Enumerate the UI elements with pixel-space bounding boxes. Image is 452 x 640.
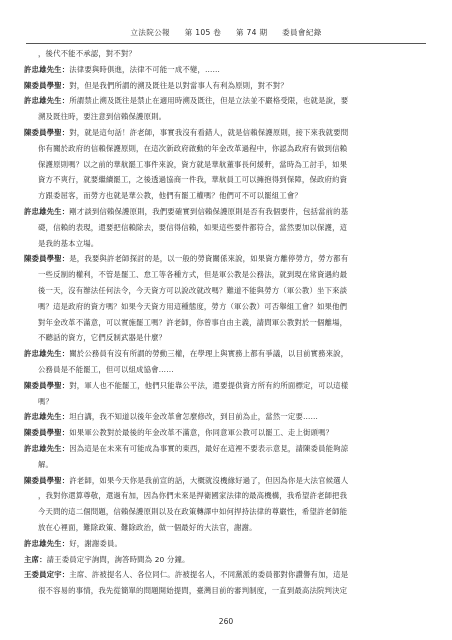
transcript-line xyxy=(24,330,428,346)
line-text: 是我的基本立場。 xyxy=(38,238,99,248)
transcript-line xyxy=(24,425,428,441)
speaker-label: 許忠雄先生： xyxy=(24,538,70,548)
line-text: 礎，信賴的表現，還要把信賴除去，要信得信賴，如果這些要件都符合，當然要加以保護，這 xyxy=(38,222,348,232)
transcript-line xyxy=(24,441,428,457)
line-text: 因為這是在未來有可能成為事實的東西，最好在這裡不要表示意見，請陳委員能夠諒 xyxy=(69,443,349,453)
line-text: 嗎？這是政府的資方嗎？如果今天資方用這種態度，勞方（軍公教）可否舉組工會？如果他們 xyxy=(38,301,348,311)
speaker-label: 許忠雄先生： xyxy=(24,443,70,453)
transcript-line xyxy=(24,93,428,109)
transcript-line xyxy=(24,267,428,283)
transcript-line xyxy=(24,283,428,299)
speaker-label: 主席： xyxy=(24,554,47,564)
transcript-line xyxy=(24,236,428,252)
transcript-line xyxy=(24,473,428,489)
line-text: ，我對你還算尊敬，還過有加，因為你們未來是捍衛國家法律的最高機構，我希望許老師把我 xyxy=(38,491,348,501)
transcript-line xyxy=(24,220,428,236)
line-text: 溯及既往時，要注意到信賴保護原則。 xyxy=(38,112,167,122)
line-text: 嗎？ xyxy=(38,396,54,406)
transcript-line xyxy=(24,46,428,62)
transcript-line xyxy=(24,520,428,536)
speaker-label: 許忠雄先生： xyxy=(24,96,70,106)
transcript-line xyxy=(24,567,428,583)
transcript-line xyxy=(24,378,428,394)
speaker-label: 許忠雄先生： xyxy=(24,64,70,74)
speaker-label: 許忠雄先生： xyxy=(24,412,70,422)
line-text: 坦白講，我不知道以後年金改革會怎麼修改，到目前為止，當然一定要…… xyxy=(69,412,319,422)
speaker-label: 陳委員學聖： xyxy=(24,428,70,438)
line-text: 資方不爽行，就要繼續罷工，之後透過協商一件我，華航員工可以擁抱得到保障，保政府約資 xyxy=(38,175,348,185)
speaker-label: 陳委員學聖： xyxy=(24,254,70,264)
transcript-line xyxy=(24,488,428,504)
transcript-line xyxy=(24,504,428,520)
speaker-label: 陳委員學聖： xyxy=(24,80,70,90)
line-text: 不聽話的資方，它們反制武器是什麼？ xyxy=(38,333,167,343)
transcript-line xyxy=(24,172,428,188)
transcript-line xyxy=(24,78,428,94)
line-text: 放在心裡面，難除政策、難除政治，做一個最好的大法官，謝謝。 xyxy=(38,522,257,532)
transcript-line xyxy=(24,315,428,331)
line-text: 許老師，如果今天你是我前宣的話，大概就沒機緣好過了，但因為你是大法官候選人 xyxy=(69,475,349,485)
line-text: 很不容易的事情，我先從簡單的問題開始提問，臺灣目前的審判制度，一直到最高法院判決定 xyxy=(38,586,348,596)
line-text: ，後代不能不承認，對不對？ xyxy=(38,49,137,58)
line-text: 如果軍公教對於最後的年金改革不滿意，你同意軍公教可以罷工、走上街頭嗎？ xyxy=(69,428,334,438)
transcript-line xyxy=(24,204,428,220)
header-divider xyxy=(26,43,426,44)
speaker-label: 陳委員學聖： xyxy=(24,380,70,390)
transcript-line xyxy=(24,188,428,204)
issue-number: 第 74 期 xyxy=(235,28,268,37)
transcript-line xyxy=(24,457,428,473)
transcript-line xyxy=(24,583,428,599)
transcript-line xyxy=(24,125,428,141)
line-text: 保護原則嗎？以之前的華航罷工事件來說，資方就是華航董事長何煖軒，當時為工討手，如果 xyxy=(38,159,348,169)
line-text: 你有關於政府的信賴保護原則，在這次新政府啟動的年金改革過程中，你認為政府有做到信賴 xyxy=(38,143,348,153)
line-text: 對，軍人也不能罷工，他們只能靠公平法，還要提供資方所有約所面標定，可以這樣 xyxy=(69,380,349,390)
transcript-line xyxy=(24,409,428,425)
transcript-line xyxy=(24,251,428,267)
speaker-label: 許忠雄先生： xyxy=(24,206,70,216)
line-text: 對，就是這句話！許老師，事實我沒有看錯人，就是信賴保護原則，接下來我就要問 xyxy=(69,127,349,137)
transcript-line xyxy=(24,552,428,568)
line-text: 解。 xyxy=(38,459,54,469)
line-text: 關於公務員有沒有所謂的勞動三權，在學理上與實務上都有爭議，以目前實務來說， xyxy=(69,349,349,359)
transcript-line xyxy=(24,157,428,173)
transcript-line xyxy=(24,62,428,78)
speaker-label: 陳委員學聖： xyxy=(24,475,70,485)
speaker-label: 陳委員學聖： xyxy=(24,127,70,137)
transcript-line xyxy=(24,141,428,157)
line-text: 方跟委屈客，而勞方也就是華公教，他們有罷工權嗎？他們可不可以罷組工會？ xyxy=(38,191,302,201)
line-text: 對，但是我們所謂的溯及既往是以對當事人有利為原則，對不對？ xyxy=(69,80,288,90)
transcript-line xyxy=(24,346,428,362)
line-text: 主席、許被提名人、各位同仁。許被提名人，不同黨派的委員都對你讚譽有加，這是 xyxy=(69,570,349,580)
page-number: 260 xyxy=(218,617,234,626)
line-text: 對年金改革不滿意，可以實施罷工嗎？許老師，你曾事自由主義，請問軍公教對於一個離場， xyxy=(38,317,348,327)
transcript-line xyxy=(24,536,428,552)
line-text: 後一天，沒有辦法任何法令，今天資方可以說改就改嗎？難道不能與勞方（軍公教）坐下來談 xyxy=(38,285,348,295)
line-text: 剛才談到信賴保護原則，我們要確實到信賴保護原則是否有我個要件，包括當前的基 xyxy=(69,206,349,216)
speaker-label: 許忠雄先生： xyxy=(24,349,70,359)
line-text: 一些反制的權利，不管是罷工、怠工等各種方式，但是軍公教是公務法，就到現在常資遇約最 xyxy=(38,270,348,280)
page-header xyxy=(40,27,412,38)
transcript-body xyxy=(24,46,428,599)
volume-number: 第 105 卷 xyxy=(184,28,222,37)
transcript-line xyxy=(24,299,428,315)
section-name: 委員會紀錄 xyxy=(282,28,322,37)
page-footer xyxy=(0,617,452,626)
line-text: 是，我要與許老師探討的是，以一般的勞資關係來說，如果資方離停勞方，勞方都有 xyxy=(69,254,349,264)
line-text: 所謂禁止溯及既往是禁止在適用時溯及既往，但是立法並不嚴格受限，也就是說，要 xyxy=(69,96,349,106)
line-text: 今天問的這二個問題，信賴保護原則以及在政策轉譯中如何捍持法律的尊嚴性，希望許老師能 xyxy=(38,507,348,517)
line-text: 法律要與時俱進，法律不可能一成不變，…… xyxy=(69,64,221,74)
speaker-label: 王委員定宇： xyxy=(24,570,70,580)
line-text: 公務員是不能罷工，但可以組成協會…… xyxy=(38,364,174,374)
transcript-line xyxy=(24,362,428,378)
transcript-line xyxy=(24,394,428,410)
line-text: 請王委員定宇詢問，詢答時間為 20 分鐘。 xyxy=(46,554,190,564)
transcript-line xyxy=(24,109,428,125)
line-text: 好，謝謝委員。 xyxy=(69,538,123,548)
publication-name: 立法院公報 xyxy=(130,28,170,37)
